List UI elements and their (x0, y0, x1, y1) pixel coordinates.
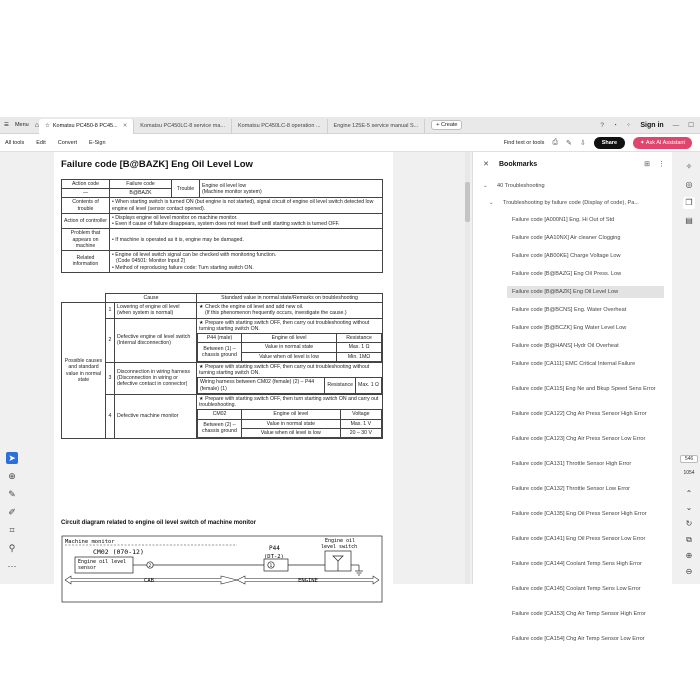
close-icon[interactable]: ✕ (483, 161, 489, 168)
cause-number: 4 (106, 394, 115, 438)
trouble-line: Engine oil level low (202, 182, 247, 189)
more-tools-icon[interactable]: ⋯ (7, 561, 17, 571)
table-header: Engine oil level (242, 334, 337, 343)
diagram-p44-label: P44 (269, 545, 280, 552)
table-cell: 20 – 30 V (340, 428, 381, 437)
bookmark-item[interactable]: Failure code [B@BCZK] Eng Water Level Low (512, 325, 627, 331)
table-cell (197, 394, 383, 438)
table-header: CM02 (198, 410, 242, 419)
table-cell (197, 362, 383, 394)
table-cell: Value when oil level is low (242, 428, 341, 437)
table-cell: B@BAZK (110, 189, 172, 198)
more-options-icon[interactable]: ⋮ (658, 161, 665, 168)
row-label: Action of controller (62, 213, 110, 228)
cause-text: Lowering of engine oil level (when system is normal) (115, 303, 197, 318)
copy-icon[interactable]: ⧉ (686, 535, 692, 544)
scrollbar-thumb[interactable] (465, 182, 470, 222)
bookmark-label: 40 Troubleshooting (497, 183, 545, 189)
bookmark-item[interactable]: Failure code [CA122] Chg Air Press Sensor High Error (512, 411, 647, 417)
bookmark-item[interactable]: Failure code [CA154] Chg Air Temp Sensor Low Error (512, 636, 645, 642)
ai-assistant-label: Ask AI Assistant (645, 139, 685, 146)
table-cell (200, 180, 383, 198)
bookmarks-panel (472, 152, 672, 642)
table-cell: Between (1) – chassis ground (198, 343, 242, 361)
diagram-cab-label: CAB (144, 577, 154, 584)
table-cell: Resistance (325, 378, 356, 393)
cause-number: 3 (106, 362, 115, 394)
bookmark-item[interactable]: Failure code [AA10NX] Air cleaner Clogging (512, 235, 621, 241)
scroll-down-icon[interactable]: ⌄ (685, 503, 693, 512)
row-label: Possible causes and standard value in normal state (62, 303, 106, 439)
table-cell: — (62, 189, 110, 198)
bookmark-item[interactable]: Failure code [CA135] Eng Oil Press Sensor High Error (512, 511, 647, 517)
related-line: (Code 04501: Monitor Input 2) (116, 258, 186, 265)
home-icon[interactable]: ⌂ (34, 121, 39, 129)
document-page (54, 152, 393, 584)
bookmark-item[interactable]: Failure code [CA153] Chg Air Temp Sensor High Error (512, 611, 646, 617)
cause-text: Disconnection in wiring harness (Disconnection in wiring or defective contact in connector) (115, 362, 197, 394)
table-header: Voltage (340, 410, 381, 419)
bookmark-item[interactable]: Failure code [B@BCNS] Eng. Water Overheat (512, 307, 627, 313)
tab-bar (0, 117, 700, 134)
bell-icon[interactable]: ◔ (612, 121, 617, 129)
table-cell: Max. 1 Ω (356, 378, 382, 393)
bookmark-item[interactable]: Failure code [CA111] EMC Critical Internal Failure (512, 361, 636, 367)
table-cell (110, 251, 383, 273)
table-cell (62, 294, 106, 303)
apps-grid-icon[interactable]: ⁘ (625, 122, 632, 129)
row-label: Problem that appears on machine (62, 229, 110, 251)
row-label: Related information (62, 251, 110, 273)
table-cell: • When starting switch is turned ON (but engine is not started), signal circuit of engine oil level switch detected low engine oil level (sensor contact opened). (110, 198, 383, 213)
toolbar (0, 134, 700, 152)
menu-convert[interactable]: Convert (57, 139, 78, 146)
table-cell (197, 303, 383, 318)
remark-line: ★ Prepare with starting switch OFF, then carry out troubleshooting without turning starting switch ON. (199, 363, 370, 377)
diagram-sensor-line2: sensor (78, 565, 97, 571)
total-pages: 1054 (683, 470, 695, 476)
cause-text: Defective engine oil level switch (Internal disconnection) (115, 318, 197, 362)
circuit-diagram (61, 530, 383, 582)
failure-info-table (61, 179, 383, 273)
diagram-cm02-label: CM02 (070-12) (93, 548, 144, 556)
chevron-down-icon[interactable]: ⌄ (483, 183, 488, 189)
table-cell (110, 213, 383, 228)
diagram-pin-monitor: 2 (148, 564, 152, 569)
tab-label: Komatsu PC450-8 PC45... (52, 123, 118, 129)
related-line: • Method of reproducing failure code: Turn starting switch ON. (112, 264, 254, 271)
minimize-icon[interactable]: — (672, 121, 680, 129)
table-cell: Min. 1MΩ (337, 352, 382, 361)
star-icon[interactable]: ☆ (44, 123, 50, 129)
action-line: • Even if cause of failure disappears, system does not reset itself until starting switch is turned OFF. (112, 221, 340, 228)
bookmark-item[interactable]: Failure code [CA132] Throttle Sensor Low Error (512, 486, 631, 492)
table-header: P44 (male) (198, 334, 242, 343)
table-header: Failure code (110, 180, 172, 189)
tab-document-1[interactable] (39, 119, 134, 134)
table-header: Action code (62, 180, 110, 189)
bookmarks-icon[interactable]: ❐ (683, 197, 695, 209)
remark-line: ★ Prepare with starting switch OFF, then carry out troubleshooting without turning starting switch ON. (199, 319, 370, 332)
text-select-icon[interactable]: ⌗ (9, 525, 15, 535)
table-header: Cause (106, 294, 197, 303)
pen-icon[interactable]: ✎ (8, 489, 16, 499)
comments-icon[interactable]: ◎ (685, 180, 693, 189)
table-header: Standard value in normal state/Remarks on troubleshooting (197, 294, 383, 303)
menu-label[interactable]: Menu (14, 122, 29, 128)
rotate-icon[interactable]: ↻ (685, 519, 693, 528)
close-icon[interactable]: ✕ (122, 123, 128, 129)
row-label: Contents of trouble (62, 198, 110, 213)
measurement-table (197, 333, 382, 362)
app-window (0, 117, 700, 642)
bookmark-item[interactable]: Failure code [CA141] Eng Oil Press Sensor Low Error (512, 536, 646, 542)
save-icon[interactable]: ⇩ (579, 139, 586, 147)
bookmark-item-active[interactable]: Failure code [B@BAZK] Eng Oil Level Low (507, 286, 664, 298)
menu-e-sign[interactable]: E-Sign (89, 139, 106, 146)
ai-assistant-button[interactable] (633, 137, 692, 149)
causes-table (61, 293, 383, 439)
diagram-dt2-label: (DT-2) (264, 554, 284, 560)
ai-chat-icon[interactable]: ✧ (685, 162, 693, 171)
bookmark-item[interactable]: Failure code [A000N1] Eng. Hi Out of Std (512, 217, 615, 223)
bookmark-label: Troubleshooting by failure code (Display of code), Pa... (503, 200, 639, 206)
sign-in-button[interactable]: Sign in (640, 121, 664, 129)
action-line: • Displays engine oil level monitor on machine monitor. (112, 214, 238, 221)
cause-number: 1 (106, 303, 115, 318)
bookmark-item[interactable]: Failure code [CA145] Coolant Temp Sens Low Error (512, 586, 641, 592)
menu-icon[interactable]: ☰ (4, 122, 9, 128)
bookmark-item[interactable]: Failure code [CA144] Coolant Temp Sens High Error (512, 561, 642, 567)
text-comment-icon[interactable]: ✐ (8, 507, 16, 517)
bookmark-section[interactable] (483, 183, 545, 190)
left-tool-rail (0, 152, 22, 584)
remark-line: ★ Prepare with starting switch OFF, then turn starting switch ON and carry out troubleshooting. (199, 395, 379, 409)
share-button[interactable]: Share (594, 137, 625, 149)
tab-label: Komatsu PC450LC-8 operation ... (237, 123, 321, 129)
current-page-field[interactable]: 546 (680, 455, 698, 463)
bookmark-subsection[interactable] (489, 200, 639, 207)
find-tools-input[interactable]: Find text or tools (503, 139, 545, 146)
table-cell: Max. 1 V (340, 419, 381, 428)
menu-edit[interactable]: Edit (36, 139, 46, 146)
right-tool-rail (678, 152, 700, 584)
document-scrollbar[interactable] (465, 152, 470, 584)
maximize-icon[interactable]: ☐ (688, 122, 694, 129)
related-line: • Engine oil level switch signal can be checked with monitoring function. (112, 252, 277, 259)
zoom-tool-icon[interactable]: ⊕ (8, 471, 16, 481)
cause-text: Defective machine monitor (115, 394, 197, 438)
measurement-table (197, 377, 382, 393)
bookmark-item[interactable]: Failure code [CA123] Chg Air Press Sensor Low Error (512, 436, 646, 442)
bookmark-item[interactable]: Failure code [CA115] Eng Ne and Bkup Speed Sens Error (512, 386, 656, 392)
bookmark-item[interactable]: Failure code [CA131] Throttle Sensor High Error (512, 461, 632, 467)
zoom-out-icon[interactable]: ⊖ (685, 567, 693, 576)
tab-label: Komatsu PC450LC-8 service ma... (140, 123, 225, 129)
print-icon[interactable]: ⎙ (552, 138, 558, 146)
chevron-down-icon[interactable]: ⌄ (489, 200, 494, 206)
diagram-switch-line1: Engine oil (325, 538, 356, 544)
table-header: Resistance (337, 334, 382, 343)
select-cursor-icon[interactable]: ➤ (6, 452, 18, 464)
sparkle-icon: ✦ (640, 139, 645, 146)
table-cell: Value when oil level is low (242, 352, 337, 361)
cause-number: 2 (106, 318, 115, 362)
table-cell: Between (2) – chassis ground (198, 419, 242, 437)
tab-document-3[interactable] (232, 119, 328, 134)
create-tab-button[interactable] (431, 120, 462, 130)
switch-symbol (333, 556, 343, 561)
table-cell: Value in normal state (242, 343, 337, 352)
pages-icon[interactable]: ▤ (685, 216, 693, 225)
tab-label: Engine 125E-5 service manual S... (333, 123, 419, 129)
stamp-icon[interactable]: ⚲ (8, 543, 16, 553)
help-icon[interactable]: ? (600, 121, 604, 129)
trouble-line: (Machine monitor system) (202, 188, 262, 195)
page-title: Failure code [B@BAZK] Eng Oil Level Low (61, 159, 253, 170)
bookmarks-header (473, 152, 673, 176)
scroll-up-icon[interactable]: ⌃ (685, 489, 693, 498)
diagram-pin-p44: 1 (269, 564, 273, 569)
table-cell (197, 318, 383, 362)
diagram-sensor-line1: Engine oil level (78, 559, 127, 565)
diagram-switch-line2: level switch (321, 544, 358, 550)
tab-document-2[interactable] (134, 119, 232, 134)
diagram-engine-label: ENGINE (298, 577, 318, 584)
diagram-machine-monitor-label: Machine monitor (65, 539, 115, 545)
bookmarks-title: Bookmarks (499, 160, 538, 168)
remark-line: ★ Check the engine oil level and add new oil. (199, 304, 304, 311)
remark-line: (If this phenomenon frequently occurs, investigate the cause.) (205, 310, 347, 317)
table-cell: Value in normal state (242, 419, 341, 428)
diagram-title: Circuit diagram related to engine oil level switch of machine monitor (61, 520, 257, 526)
table-cell: • If machine is operated as it is, engine may be damaged. (110, 229, 383, 251)
add-bookmark-icon[interactable]: ⊞ (644, 161, 650, 168)
bookmark-item[interactable]: Failure code [AB00KE] Charge Voltage Low (512, 253, 621, 259)
zoom-in-icon[interactable]: ⊕ (685, 551, 693, 560)
plus-icon: + (436, 122, 440, 128)
table-cell: Max. 1 Ω (337, 343, 382, 352)
tab-document-4[interactable] (328, 119, 426, 134)
measurement-table (197, 409, 382, 438)
create-label: Create (440, 122, 458, 128)
bookmark-item[interactable]: Failure code [B@BAZG] Eng Oil Press. Low (512, 271, 622, 277)
menu-all-tools[interactable]: All tools (5, 139, 25, 146)
bookmark-item[interactable]: Failure code [B@HANS] Hydr Oil Overheat (512, 343, 619, 349)
table-cell: Wiring harness between CM02 (female) (2) – P44 (female) (1) (198, 378, 325, 393)
table-header: Trouble (172, 180, 200, 198)
table-header: Engine oil level (242, 410, 341, 419)
sign-icon[interactable]: ✎ (565, 139, 572, 147)
